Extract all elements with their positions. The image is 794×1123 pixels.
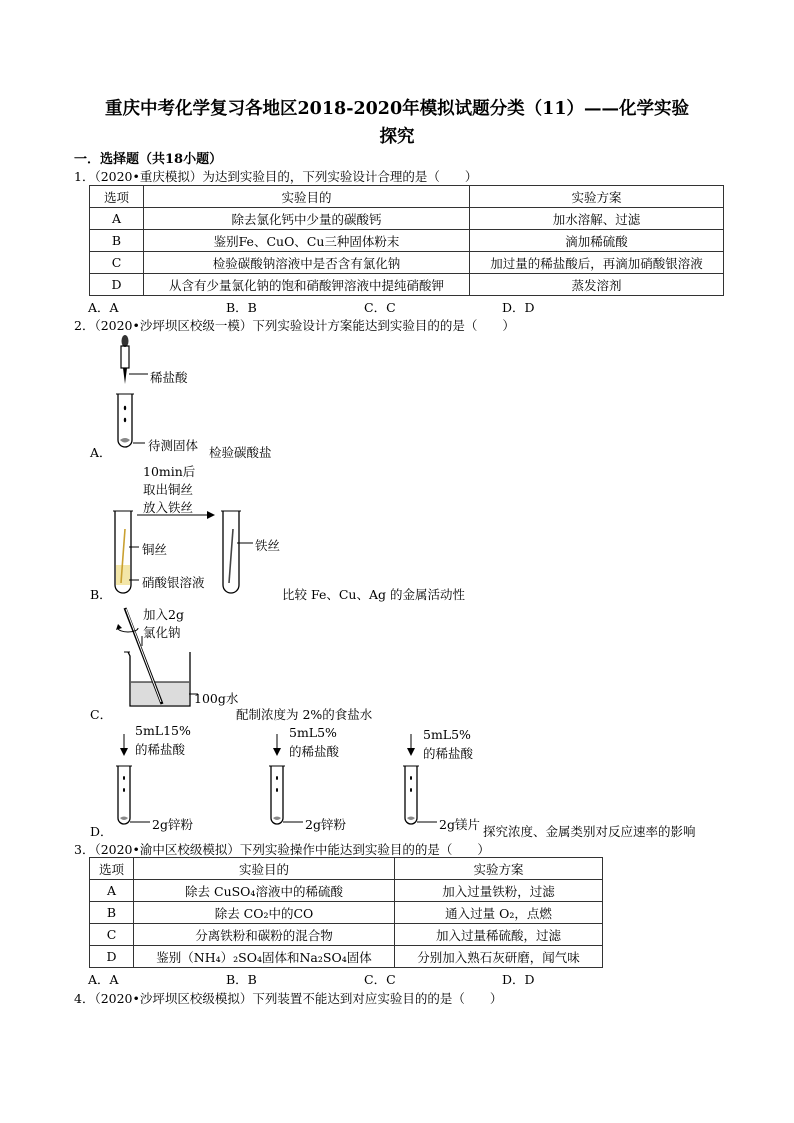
table-row [90, 252, 724, 274]
header-cell: 实验方案 [470, 186, 724, 208]
option-d-letter[interactable]: D． [90, 824, 113, 839]
table-row [90, 208, 724, 230]
table-cell: 加水溶解、过滤 [470, 208, 724, 230]
purpose-label: 检验碳酸盐 [209, 445, 272, 460]
question-3-stem: 3．（2020•渝中区校级模拟）下列实验操作中能达到实验目的的是（ ） [74, 842, 490, 857]
table-cell: 除去 CuSO₄溶液中的稀硫酸 [134, 880, 395, 902]
option-d[interactable]: D．D [502, 972, 535, 987]
table-row [90, 274, 724, 296]
acid-label: 5mL5% [289, 725, 337, 740]
table-cell: 滴加稀硫酸 [470, 230, 724, 252]
question-3-table [89, 857, 603, 968]
table-cell: 通入过量 O₂，点燃 [395, 902, 603, 924]
page-title: 重庆中考化学复习各地区2018-2020年模拟试题分类（11）——化学实验 [104, 99, 690, 119]
header-cell: 实验方案 [395, 858, 603, 880]
table-cell: A [90, 880, 134, 902]
table-cell: 从含有少量氯化钠的饱和硝酸钾溶液中提纯硝酸钾 [144, 274, 470, 296]
table-cell: 除去 CO₂中的CO [134, 902, 395, 924]
table-cell: 鉴别（NH₄）₂SO₄固体和Na₂SO₄固体 [134, 946, 395, 968]
wire-label: 铁丝 [255, 538, 281, 553]
water-label: 100g水 [194, 691, 239, 706]
reagent-label: 稀盐酸 [150, 370, 188, 385]
header-cell: 实验目的 [134, 858, 395, 880]
option-b-letter[interactable]: B． [90, 587, 112, 602]
acid-label: 的稀盐酸 [135, 742, 186, 757]
table-cell: 除去氯化钙中少量的碳酸钙 [144, 208, 470, 230]
step-label: 10min后 [143, 464, 196, 479]
table-cell: 检验碳酸钠溶液中是否含有氯化钠 [144, 252, 470, 274]
header-cell: 选项 [90, 858, 134, 880]
table-cell: D [90, 946, 134, 968]
table-header-row [90, 186, 724, 208]
acid-label: 的稀盐酸 [423, 746, 474, 761]
question-3-options [88, 970, 535, 988]
header-cell: 选项 [90, 186, 144, 208]
table-cell: C [90, 252, 144, 274]
table-cell: 加入过量铁粉，过滤 [395, 880, 603, 902]
purpose-label: 探究浓度、金属类别对反应速率的影响 [483, 824, 696, 839]
step-label: 取出铜丝 [143, 482, 194, 497]
option-c[interactable]: C．C [364, 972, 396, 987]
option-c[interactable]: C．C [364, 300, 396, 315]
solution-label: 硝酸银溶液 [142, 575, 205, 590]
table-row [90, 880, 603, 902]
table-cell: 鉴别Fe、CuO、Cu三种固体粉末 [144, 230, 470, 252]
option-c-letter[interactable]: C． [90, 707, 113, 722]
acid-label: 5mL5% [423, 727, 471, 742]
add-label: 加入2g [143, 607, 184, 622]
header-cell: 实验目的 [144, 186, 470, 208]
purpose-label: 比较 Fe、Cu、Ag 的金属活动性 [282, 587, 465, 602]
purpose-label: 配制浓度为 2%的食盐水 [236, 707, 373, 722]
metal-label: 2g镁片 [439, 817, 480, 832]
acid-label: 的稀盐酸 [289, 744, 340, 759]
metal-label: 2g锌粉 [305, 817, 346, 832]
table-cell: 分别加入熟石灰研磨，闻气味 [395, 946, 603, 968]
question-1-table [89, 185, 724, 296]
option-a[interactable]: A．A [88, 300, 119, 315]
table-cell: 加过量的稀盐酸后，再滴加硝酸银溶液 [470, 252, 724, 274]
wire-label: 铜丝 [142, 542, 168, 557]
table-row [90, 946, 603, 968]
question-1-stem: 1．（2020•重庆模拟）为达到实验目的，下列实验设计合理的是（ ） [74, 169, 478, 184]
table-cell: C [90, 924, 134, 946]
table-cell: D [90, 274, 144, 296]
table-cell: B [90, 230, 144, 252]
table-row [90, 230, 724, 252]
option-d[interactable]: D．D [502, 300, 535, 315]
option-b[interactable]: B．B [226, 972, 257, 987]
question-2-stem: 2．（2020•沙坪坝区校级一模）下列实验设计方案能达到实验目的的是（ ） [74, 318, 515, 333]
table-row [90, 902, 603, 924]
step-label: 放入铁丝 [143, 500, 194, 515]
table-header-row [90, 858, 603, 880]
option-b[interactable]: B．B [226, 300, 257, 315]
section-heading: 一．选择题（共18小题） [74, 152, 223, 167]
table-row [90, 924, 603, 946]
metal-label: 2g锌粉 [152, 817, 193, 832]
solid-label: 待测固体 [148, 438, 199, 453]
table-cell: A [90, 208, 144, 230]
reaction-tubes-diagram [110, 728, 460, 828]
table-cell: 蒸发溶剂 [470, 274, 724, 296]
table-cell: 加入过量稀硫酸，过滤 [395, 924, 603, 946]
acid-label: 5mL15% [135, 723, 191, 738]
page-title-line2: 探究 [379, 127, 415, 147]
option-a-letter[interactable]: A． [90, 445, 112, 460]
question-1-options [88, 298, 535, 316]
add-label: 氯化钠 [143, 625, 181, 640]
option-a[interactable]: A．A [88, 972, 119, 987]
table-cell: B [90, 902, 134, 924]
table-cell: 分离铁粉和碳粉的混合物 [134, 924, 395, 946]
question-4-stem: 4．（2020•沙坪坝区校级模拟）下列装置不能达到对应实验目的的是（ ） [74, 991, 503, 1006]
